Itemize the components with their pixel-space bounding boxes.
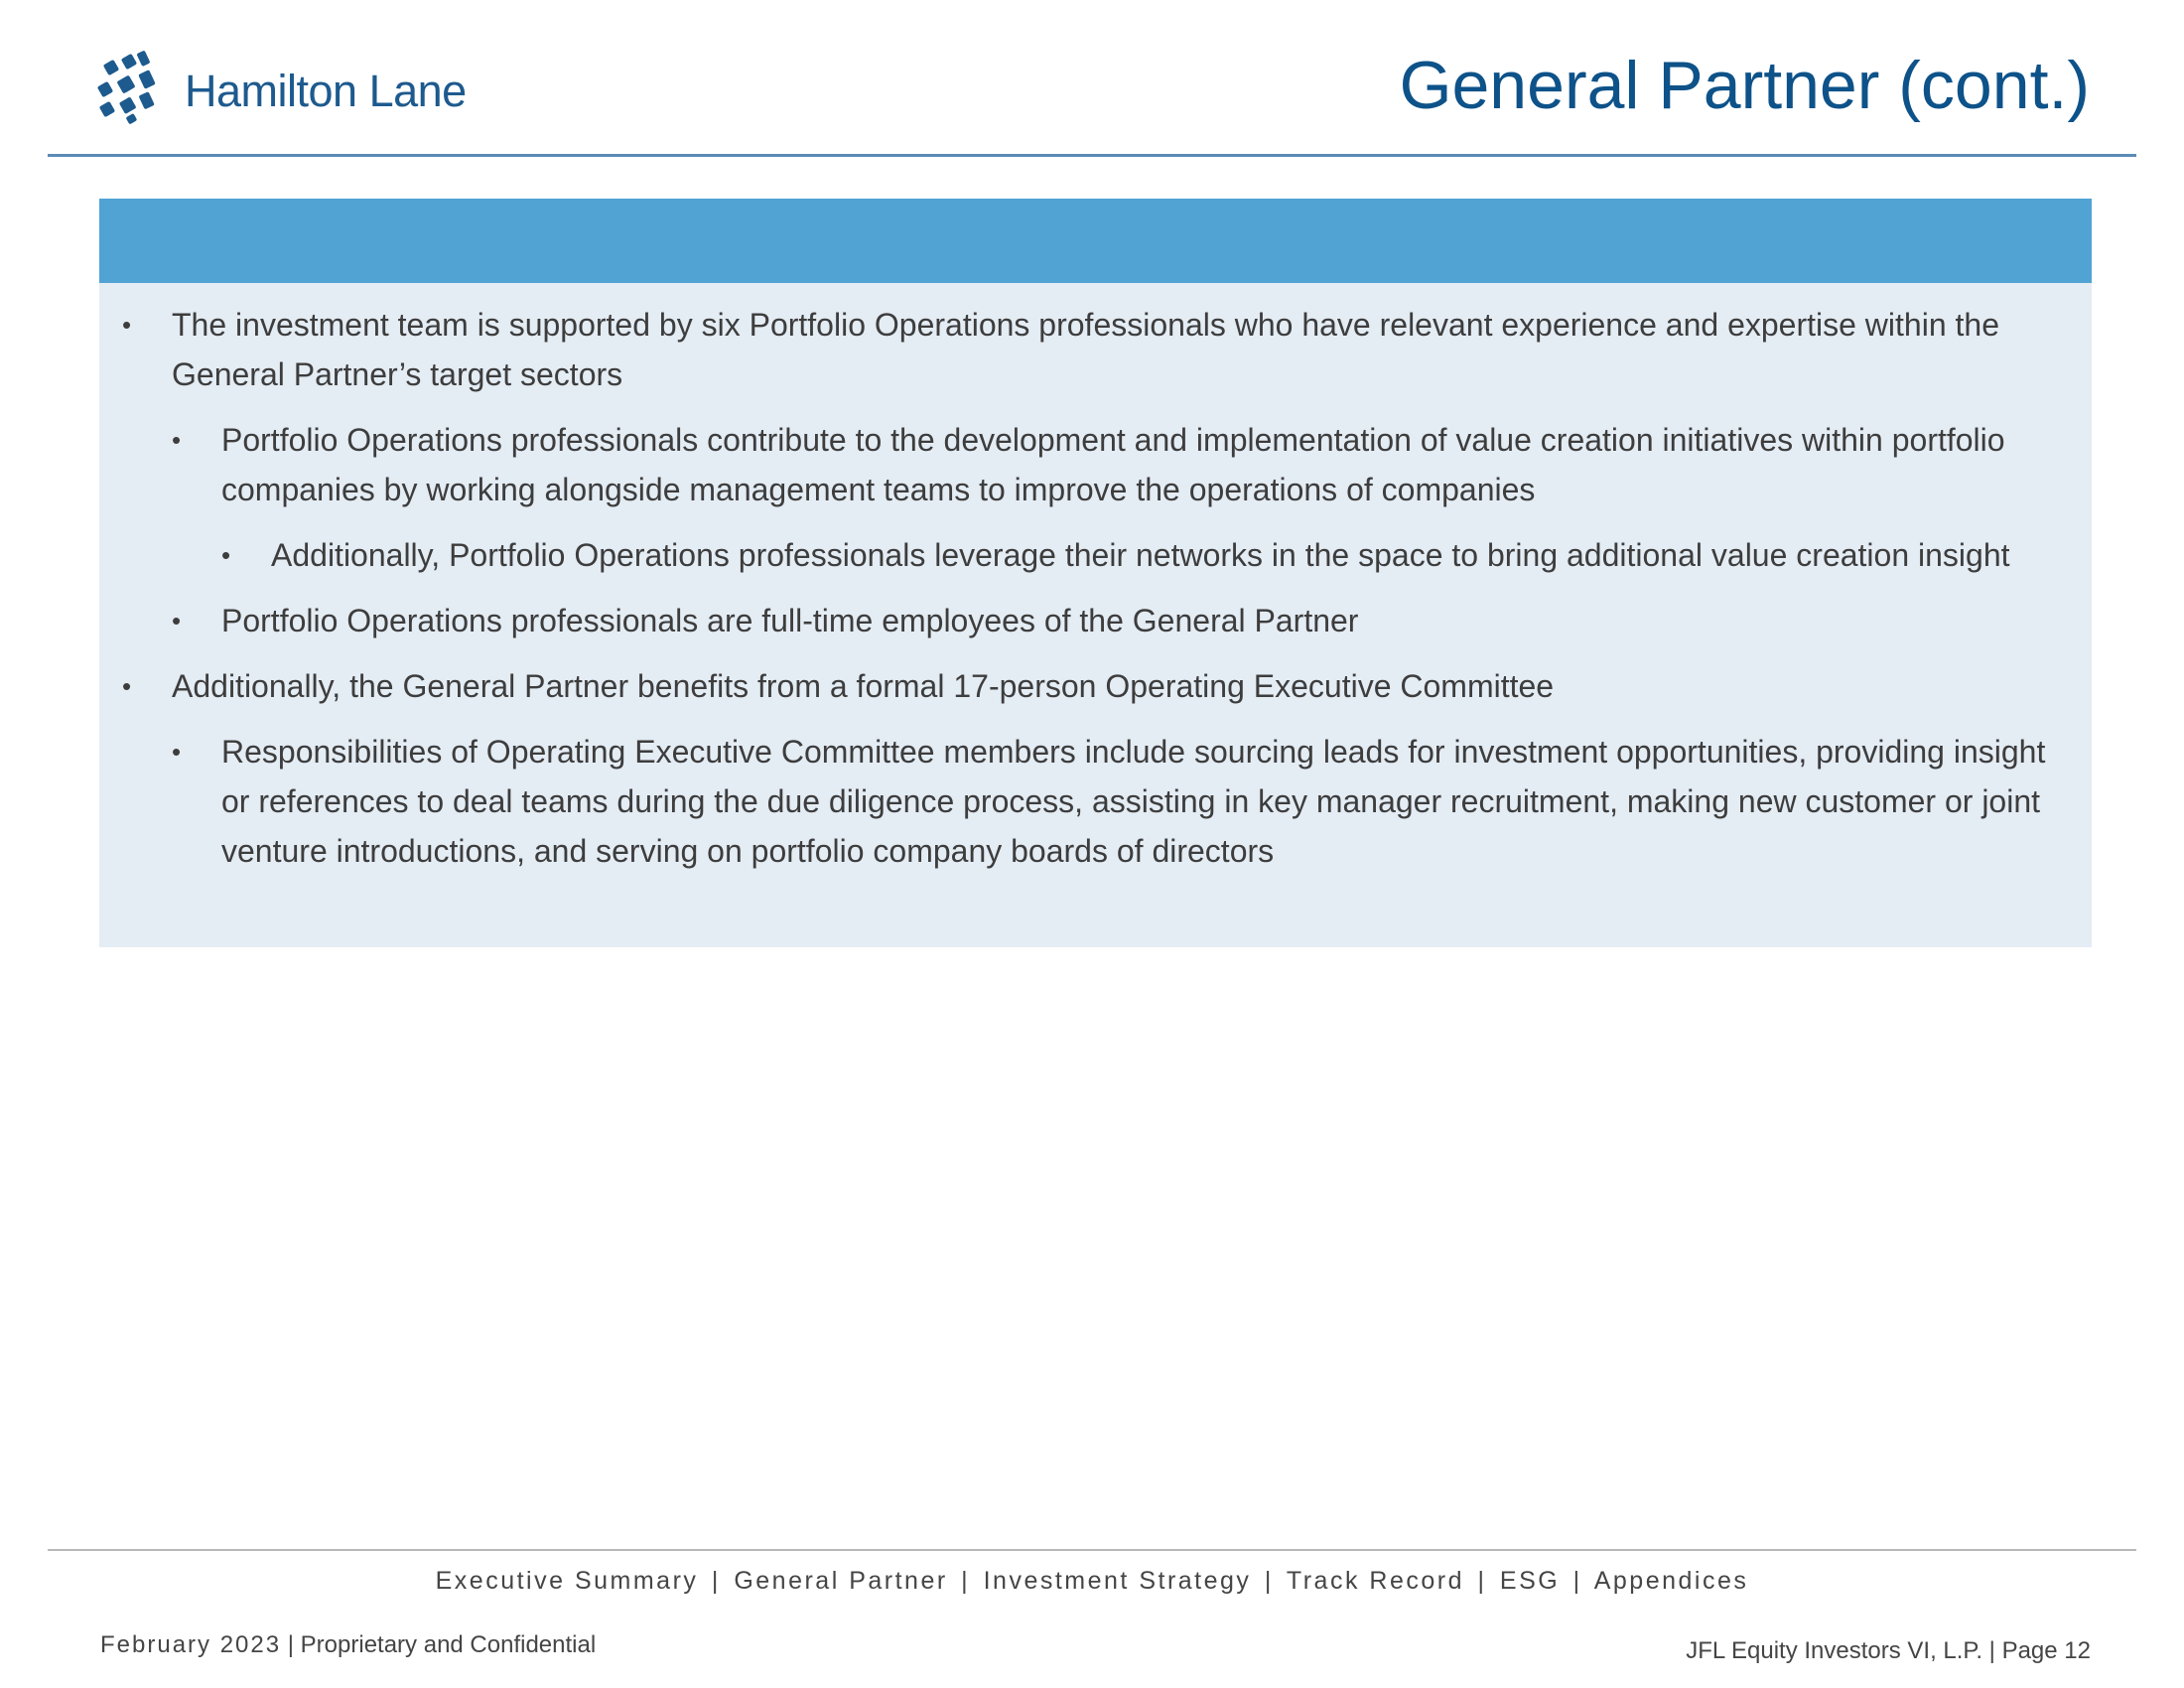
footer-navigation bbox=[0, 1567, 2184, 1596]
header-divider bbox=[48, 154, 2136, 157]
nav-separator: | bbox=[1264, 1567, 1274, 1595]
bullet-dot-icon: • bbox=[172, 737, 182, 767]
bullet-item bbox=[99, 415, 2052, 514]
company-logo bbox=[97, 50, 467, 125]
bullet-text: The investment team is supported by six Portfolio Operations professionals who have relevant experience and expertise within the General Partner’s target sectors bbox=[172, 307, 1999, 392]
bullet-dot-icon: • bbox=[172, 606, 182, 635]
footer-fund-page: JFL Equity Investors VI, L.P. | Page 12 bbox=[1686, 1637, 2091, 1664]
nav-separator: | bbox=[1477, 1567, 1487, 1595]
nav-separator: | bbox=[1572, 1567, 1582, 1595]
footer-date-confidential bbox=[100, 1631, 596, 1659]
footer-date: February 2023 bbox=[100, 1631, 282, 1658]
bullet-item bbox=[99, 530, 2052, 580]
bullet-dot-icon: • bbox=[122, 671, 132, 701]
nav-separator: | bbox=[711, 1567, 721, 1595]
footer-left-separator: | bbox=[281, 1631, 301, 1658]
bullet-item bbox=[99, 661, 2052, 711]
footer-nav-executive-summary[interactable]: Executive Summary bbox=[435, 1567, 699, 1595]
footer-nav-track-record[interactable]: Track Record bbox=[1286, 1567, 1464, 1595]
bullet-list bbox=[99, 283, 2092, 876]
bullet-text: Responsibilities of Operating Executive Committee members include sourcing leads for investment opportunities, providing insight or references to deal teams during the due diligence process, assisting in key manager recruitment, making new customer or joint venture introductions, and serving on portfolio company boards of directors bbox=[221, 734, 2046, 869]
bullet-text: Additionally, the General Partner benefits from a formal 17-person Operating Executive Committee bbox=[172, 668, 1555, 704]
bullet-item bbox=[99, 300, 2052, 399]
bullet-dot-icon: • bbox=[172, 425, 182, 455]
bullet-item bbox=[99, 596, 2052, 645]
bullet-text: Portfolio Operations professionals contribute to the development and implementation of value creation initiatives within portfolio companies by working alongside management teams to improve the operations of companies bbox=[221, 422, 2005, 507]
footer-nav-appendices[interactable]: Appendices bbox=[1593, 1567, 1749, 1595]
footer-nav-esg[interactable]: ESG bbox=[1499, 1567, 1561, 1595]
page-title: General Partner (cont.) bbox=[1399, 48, 2090, 123]
footer-nav-investment-strategy[interactable]: Investment Strategy bbox=[983, 1567, 1252, 1595]
logo-wordmark: Hamilton Lane bbox=[185, 66, 467, 116]
bullet-text: Portfolio Operations professionals are full-time employees of the General Partner bbox=[221, 603, 1359, 638]
footer-nav-general-partner[interactable]: General Partner bbox=[734, 1567, 948, 1595]
nav-separator: | bbox=[961, 1567, 971, 1595]
bullet-dot-icon: • bbox=[122, 310, 132, 340]
panel-header-bar bbox=[99, 199, 2092, 283]
bullet-item bbox=[99, 727, 2052, 876]
footer-divider bbox=[48, 1549, 2136, 1551]
bullet-text: Additionally, Portfolio Operations professionals leverage their networks in the space to bring additional value creation insight bbox=[271, 537, 2010, 573]
bullet-dot-icon: • bbox=[221, 540, 231, 570]
footer-confidential: Proprietary and Confidential bbox=[300, 1631, 597, 1658]
hamilton-lane-logo-icon bbox=[97, 50, 167, 125]
content-panel bbox=[99, 199, 2092, 947]
